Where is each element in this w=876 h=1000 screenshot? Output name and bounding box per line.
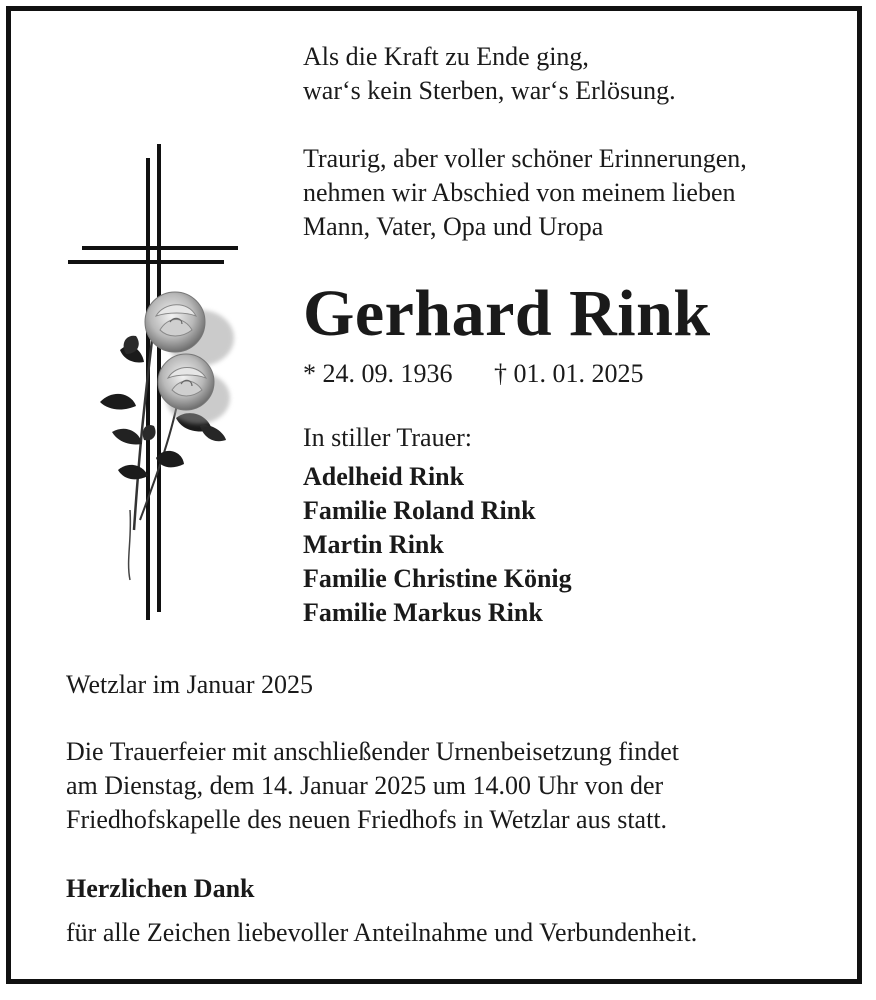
thanks-heading: Herzlichen Dank xyxy=(66,874,255,903)
intro-line-2: nehmen wir Abschied von meinem lieben xyxy=(303,178,736,207)
poem-line-1: Als die Kraft zu Ende ging, xyxy=(303,42,589,71)
ceremony-line-1: Die Trauerfeier mit anschließender Urnenbeisetzung findet xyxy=(66,737,679,766)
intro-line-3: Mann, Vater, Opa und Uropa xyxy=(303,212,604,241)
thanks-text: für alle Zeichen liebevoller Anteilnahme und Verbundenheit. xyxy=(66,918,698,947)
mourner-name: Familie Roland Rink xyxy=(303,496,536,525)
mourner-name: Familie Christine König xyxy=(303,564,572,593)
death-date: † 01. 01. 2025 xyxy=(494,359,644,388)
birth-date: * 24. 09. 1936 xyxy=(303,359,453,388)
mourner-name: Martin Rink xyxy=(303,530,444,559)
deceased-name: Gerhard Rink xyxy=(303,277,711,350)
poem-line-2: war‘s kein Sterben, war‘s Erlösung. xyxy=(303,76,676,105)
mourner-name: Familie Markus Rink xyxy=(303,598,543,627)
intro-line-1: Traurig, aber voller schöner Erinnerungen, xyxy=(303,144,747,173)
place-date: Wetzlar im Januar 2025 xyxy=(66,670,313,699)
ceremony-line-2: am Dienstag, dem 14. Januar 2025 um 14.00 Uhr von der xyxy=(66,771,664,800)
ceremony-line-3: Friedhofskapelle des neuen Friedhofs in Wetzlar aus statt. xyxy=(66,805,668,834)
cross-with-roses-icon xyxy=(60,140,250,630)
mourner-name: Adelheid Rink xyxy=(303,462,465,491)
mourners-label: In stiller Trauer: xyxy=(303,423,472,452)
